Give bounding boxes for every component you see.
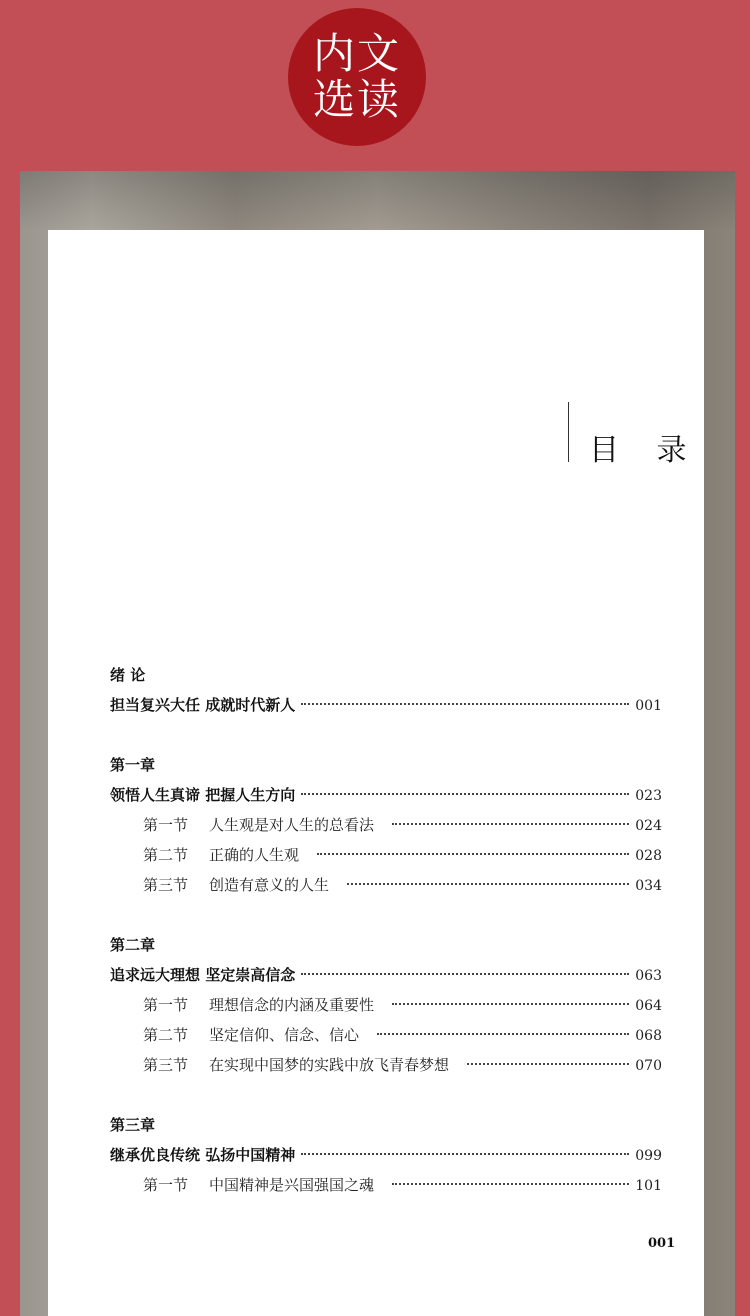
dot-leader: [301, 973, 629, 975]
toc-subsection-entry[interactable]: [110, 810, 662, 840]
subsection-page: 068: [635, 1028, 662, 1044]
dot-leader: [392, 823, 629, 825]
toc-section: [110, 660, 662, 720]
subsection-title: 坚定信仰、信念、信心: [209, 1026, 360, 1044]
section-label: 第二章: [110, 936, 156, 954]
title-rule: [568, 402, 569, 462]
chapter-page: 001: [635, 698, 662, 714]
subsection-page: 064: [635, 998, 662, 1014]
subsection-page: 070: [635, 1058, 662, 1074]
chapter-page: 023: [635, 788, 662, 804]
chapter-page: 099: [635, 1148, 662, 1164]
dot-leader: [317, 853, 629, 855]
toc-subsection-entry[interactable]: [110, 990, 662, 1020]
page-number: 001: [648, 1236, 676, 1251]
subsection-number: 第三节: [143, 876, 189, 894]
subsection-title: 理想信念的内涵及重要性: [209, 996, 375, 1014]
toc-subsection-entry[interactable]: [110, 870, 662, 900]
dot-leader: [301, 793, 629, 795]
badge-line-1: 内文: [312, 29, 401, 78]
badge-line-2: 选读: [312, 75, 401, 124]
chapter-title: 追求远大理想 坚定崇高信念: [110, 966, 296, 984]
toc-subsection-entry[interactable]: [110, 840, 662, 870]
subsection-page: 028: [635, 848, 662, 864]
chapter-title: 担当复兴大任 成就时代新人: [110, 696, 296, 714]
toc-chapter-entry[interactable]: [110, 780, 662, 810]
toc-chapter-entry[interactable]: [110, 960, 662, 990]
subsection-title: 创造有意义的人生: [209, 876, 330, 894]
page-title: 目 录: [589, 433, 701, 468]
dot-leader: [392, 1003, 629, 1005]
subsection-number: 第二节: [143, 846, 189, 864]
toc-subsection-entry[interactable]: [110, 1050, 662, 1080]
table-of-contents: [110, 660, 662, 1230]
section-label: 第一章: [110, 756, 156, 774]
section-label: 绪 论: [110, 666, 146, 684]
chapter-page: 063: [635, 968, 662, 984]
dot-leader: [347, 883, 629, 885]
book-page: [48, 230, 704, 1316]
toc-subsection-entry[interactable]: [110, 1020, 662, 1050]
toc-section: [110, 1110, 662, 1200]
dot-leader: [392, 1183, 629, 1185]
subsection-number: 第二节: [143, 1026, 189, 1044]
toc-chapter-entry[interactable]: [110, 690, 662, 720]
section-label: 第三章: [110, 1116, 156, 1134]
chapter-title: 领悟人生真谛 把握人生方向: [110, 786, 296, 804]
subsection-page: 101: [635, 1178, 662, 1194]
subsection-title: 在实现中国梦的实践中放飞青春梦想: [209, 1056, 450, 1074]
subsection-number: 第一节: [143, 816, 189, 834]
toc-chapter-entry[interactable]: [110, 1140, 662, 1170]
chapter-title: 继承优良传统 弘扬中国精神: [110, 1146, 296, 1164]
subsection-number: 第一节: [143, 996, 189, 1014]
dot-leader: [467, 1063, 629, 1065]
toc-section: [110, 930, 662, 1080]
subsection-page: 024: [635, 818, 662, 834]
subsection-title: 中国精神是兴国强国之魂: [209, 1176, 375, 1194]
dot-leader: [301, 703, 629, 705]
dot-leader: [377, 1033, 629, 1035]
subsection-number: 第三节: [143, 1056, 189, 1074]
subsection-title: 正确的人生观: [209, 846, 300, 864]
subsection-title: 人生观是对人生的总看法: [209, 816, 375, 834]
dot-leader: [301, 1153, 629, 1155]
subsection-number: 第一节: [143, 1176, 189, 1194]
toc-subsection-entry[interactable]: [110, 1170, 662, 1200]
section-badge: [288, 8, 426, 146]
toc-section: [110, 750, 662, 900]
subsection-page: 034: [635, 878, 662, 894]
